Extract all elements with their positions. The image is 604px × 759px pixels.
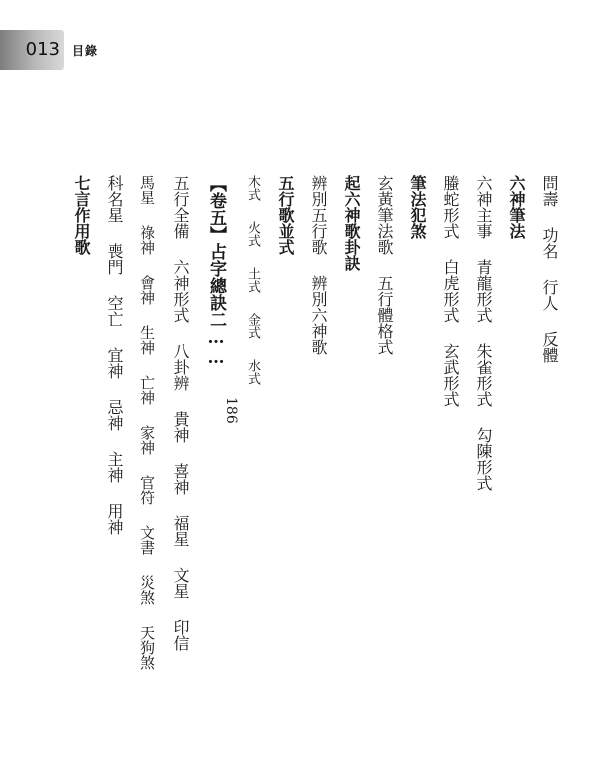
page-number-tab: 013 xyxy=(0,30,64,70)
toc-entry: 金式 xyxy=(245,313,260,339)
toc-column-13 xyxy=(136,175,158,680)
toc-entry: 朱雀形式 xyxy=(474,343,493,407)
toc-column-7 xyxy=(340,175,362,281)
toc-entry: 八卦辨 xyxy=(171,343,190,391)
toc-heading: 五行歌並式 xyxy=(276,175,295,255)
toc-column-12 xyxy=(169,175,191,661)
toc-entry: 辨別六神歌 xyxy=(309,275,328,355)
volume-page-number: 186 xyxy=(223,397,239,424)
toc-column-1 xyxy=(538,175,560,373)
toc-column-8 xyxy=(307,175,329,365)
toc-entry: 災煞 xyxy=(138,575,156,605)
toc-heading: 起六神歌卦訣 xyxy=(342,175,361,271)
toc-entry: 喜神 xyxy=(171,463,190,495)
toc-column-5 xyxy=(406,175,428,249)
toc-entry: 忌神 xyxy=(105,399,124,431)
toc-entry: 福星 xyxy=(171,515,190,547)
toc-entry: 行人 xyxy=(540,279,559,311)
toc-column-10 xyxy=(241,175,263,395)
toc-entry: 玄黃筆法歌 xyxy=(375,175,394,255)
toc-entry: 馬星 xyxy=(138,175,156,205)
toc-column-2 xyxy=(505,175,527,249)
toc-entry: 亡神 xyxy=(138,375,156,405)
toc-entry: 六神主事 xyxy=(474,175,493,239)
toc-entry: 科名星 xyxy=(105,175,124,223)
toc-entry: 天狗煞 xyxy=(138,625,156,670)
toc-column-4 xyxy=(439,175,461,417)
toc-column-11 xyxy=(205,175,227,378)
toc-entry: 生神 xyxy=(138,325,156,355)
toc-entry: 問壽 xyxy=(540,175,559,207)
toc-entry: 家神 xyxy=(138,425,156,455)
toc-entry: 螣蛇形式 xyxy=(441,175,460,239)
toc-heading: 七言作用歌 xyxy=(72,175,91,255)
toc-entry: 玄武形式 xyxy=(441,343,460,407)
toc-entry: 官符 xyxy=(138,475,156,505)
toc-column-15 xyxy=(70,175,92,265)
toc-entry: 用神 xyxy=(105,503,124,535)
toc-entry: 土式 xyxy=(245,267,260,293)
toc-entry: 宜神 xyxy=(105,347,124,379)
toc-entry: 印信 xyxy=(171,619,190,651)
toc-entry: 主神 xyxy=(105,451,124,483)
toc-entry: 五行全備 xyxy=(171,175,190,239)
toc-column-6 xyxy=(373,175,395,365)
page-header xyxy=(0,30,200,70)
toc-column-3 xyxy=(472,175,494,501)
table-of-contents xyxy=(40,175,560,735)
toc-entry: 五行體格式 xyxy=(375,275,394,355)
toc-entry: 火式 xyxy=(245,221,260,247)
toc-entry: 文星 xyxy=(171,567,190,599)
toc-heading: 筆法犯煞 xyxy=(408,175,427,239)
toc-entry: 喪門 xyxy=(105,243,124,275)
section-title: 目錄 xyxy=(72,44,99,58)
toc-entry: 功名 xyxy=(540,227,559,259)
toc-entry: 祿神 xyxy=(138,225,156,255)
toc-entry: 六神形式 xyxy=(171,259,190,323)
toc-entry: 會神 xyxy=(138,275,156,305)
toc-entry: 貴神 xyxy=(171,411,190,443)
toc-entry: 白虎形式 xyxy=(441,259,460,323)
toc-entry: 木式 xyxy=(245,175,260,201)
toc-entry: 辨別五行歌 xyxy=(309,175,328,255)
toc-entry: 反體 xyxy=(540,331,559,363)
toc-entry: 文書 xyxy=(138,525,156,555)
toc-column-14 xyxy=(103,175,125,545)
toc-column-9 xyxy=(274,175,296,265)
toc-heading: 六神筆法 xyxy=(507,175,526,239)
toc-entry: 水式 xyxy=(245,359,260,385)
toc-entry: 空亡 xyxy=(105,295,124,327)
toc-entry: 勾陳形式 xyxy=(474,427,493,491)
toc-entry: 青龍形式 xyxy=(474,259,493,323)
volume-heading: 【卷五】占字總訣二…… xyxy=(206,175,226,368)
